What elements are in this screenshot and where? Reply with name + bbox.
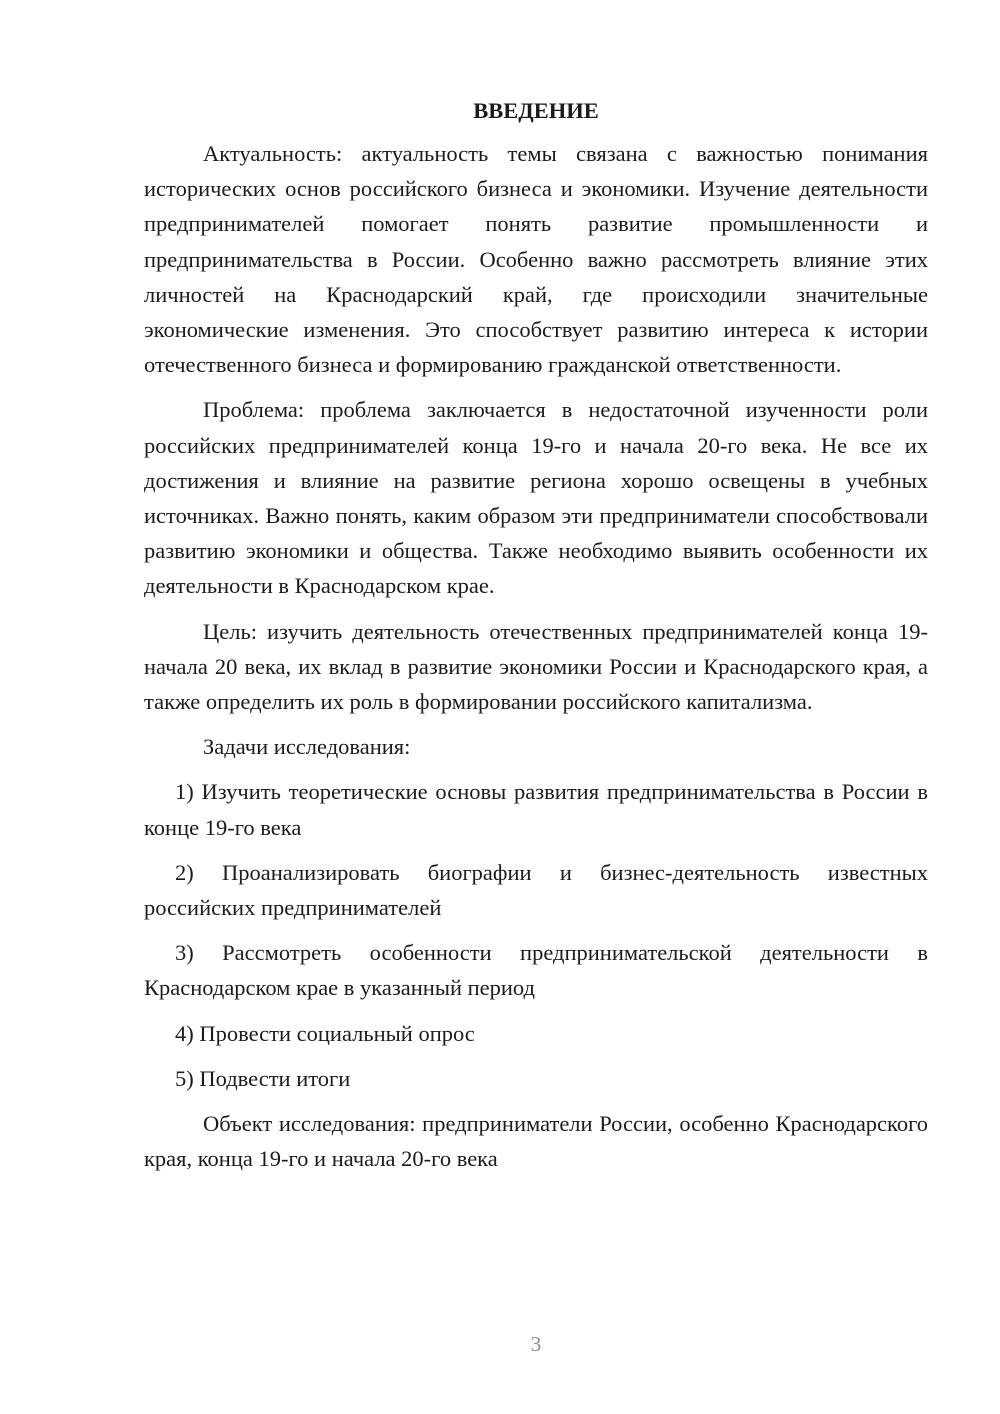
document-body (144, 92, 928, 1186)
task-item-1: 1) Изучить теоретические основы развития предпринимательства в России в конце 19-го века (144, 779, 928, 840)
paragraph-goal: Цель: изучить деятельность отечественных предпринимателей конца 19-начала 20 века, их вклад в развитие экономики России и Краснодарского края, а также определить их роль в формировании российского капитализма. (144, 618, 928, 715)
paragraph-object: Объект исследования: предприниматели России, особенно Краснодарского края, конца 19-го и начала 20-го века (144, 1111, 928, 1172)
paragraph-problem: Проблема: проблема заключается в недостаточной изученности роли российских предпринимателей конца 19-го и начала 20-го века. Не все их достижения и влияние на развитие региона хорошо освещены в учебных источниках. Важно понять, каким образом эти предприниматели способствовали развитию экономики и общества. Также необходимо выявить особенности их деятельности в Краснодарском крае. (144, 397, 928, 599)
task-item-4: 4) Провести социальный опрос (175, 1020, 475, 1046)
section-title: ВВЕДЕНИЕ (473, 98, 599, 123)
page-number: 3 (530, 1332, 542, 1356)
task-item-3: 3) Рассмотреть особенности предпринимательской деятельности в Краснодарском крае в указанный период (144, 940, 928, 1001)
paragraph-relevance: Актуальность: актуальность темы связана с важностью понимания исторических основ российского бизнеса и экономики. Изучение деятельности предпринимателей помогает понять развитие промышленности и предпринимательства в России. Особенно важно рассмотреть влияние этих личностей на Краснодарский край, где происходили значительные экономические изменения. Это способствует развитию интереса к истории отечественного бизнеса и формированию гражданской ответственности. (144, 141, 928, 378)
task-item-2: 2) Проанализировать биографии и бизнес-деятельность известных российских предпринимателей (144, 859, 928, 921)
tasks-heading: Задачи исследования: (203, 734, 411, 760)
task-item-5: 5) Подвести итоги (175, 1065, 351, 1091)
